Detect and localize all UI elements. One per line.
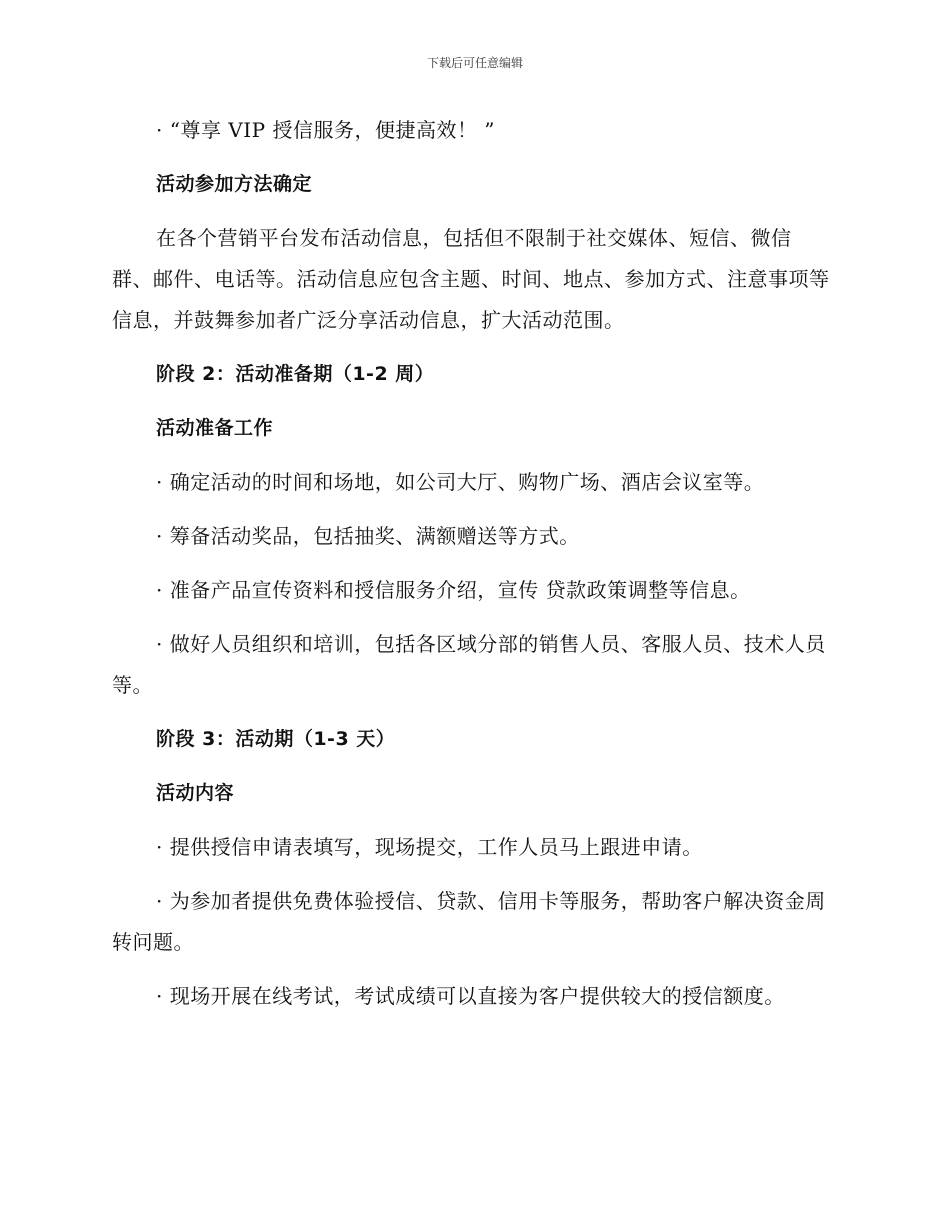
section-heading-activity-content: 活动内容 (156, 782, 235, 804)
bullet-staff-training: · 做好人员组织和培训，包括各区域分部的销售人员、客服人员、技术人员等。 (112, 632, 826, 697)
bullet-promo-materials: · 准备产品宣传资料和授信服务介绍，宣传 贷款政策调整等信息。 (156, 578, 751, 602)
bullet-vip-slogan: · “尊享 VIP 授信服务，便捷高效！ ” (156, 118, 496, 142)
bullet-free-trial: · 为参加者提供免费体验授信、贷款、信用卡等服务，帮助客户解决资金周转问题。 (112, 889, 826, 954)
bullet-time-venue: · 确定活动的时间和场地，如公司大厅、购物广场、酒店会议室等。 (156, 470, 765, 494)
bullet-application-form: · 提供授信申请表填写，现场提交，工作人员马上跟进申请。 (156, 835, 703, 859)
header-note: 下载后可任意编辑 (426, 56, 523, 70)
section-heading-preparation-work: 活动准备工作 (156, 417, 274, 439)
body-paragraph-publish-info: 在各个营销平台发布活动信息，包括但不限制于社交媒体、短信、微信群、邮件、电话等。活动信息应包含主题、时间、地点、参加方式、注意事项等信息，并鼓舞参加者广泛分享活动信息，扩大活动范围。 (112, 226, 830, 332)
bullet-prizes: · 筹备活动奖品，包括抽奖、满额赠送等方式。 (156, 524, 580, 548)
stage-3-heading: 阶段 3：活动期（1-3 天） (156, 728, 396, 750)
document-body (112, 110, 832, 1030)
stage-2-heading: 阶段 2：活动准备期（1-2 周） (156, 363, 435, 385)
section-heading-participation-method: 活动参加方法确定 (156, 173, 313, 195)
bullet-online-exam: · 现场开展在线考试，考试成绩可以直接为客户提供较大的授信额度。 (156, 984, 785, 1008)
